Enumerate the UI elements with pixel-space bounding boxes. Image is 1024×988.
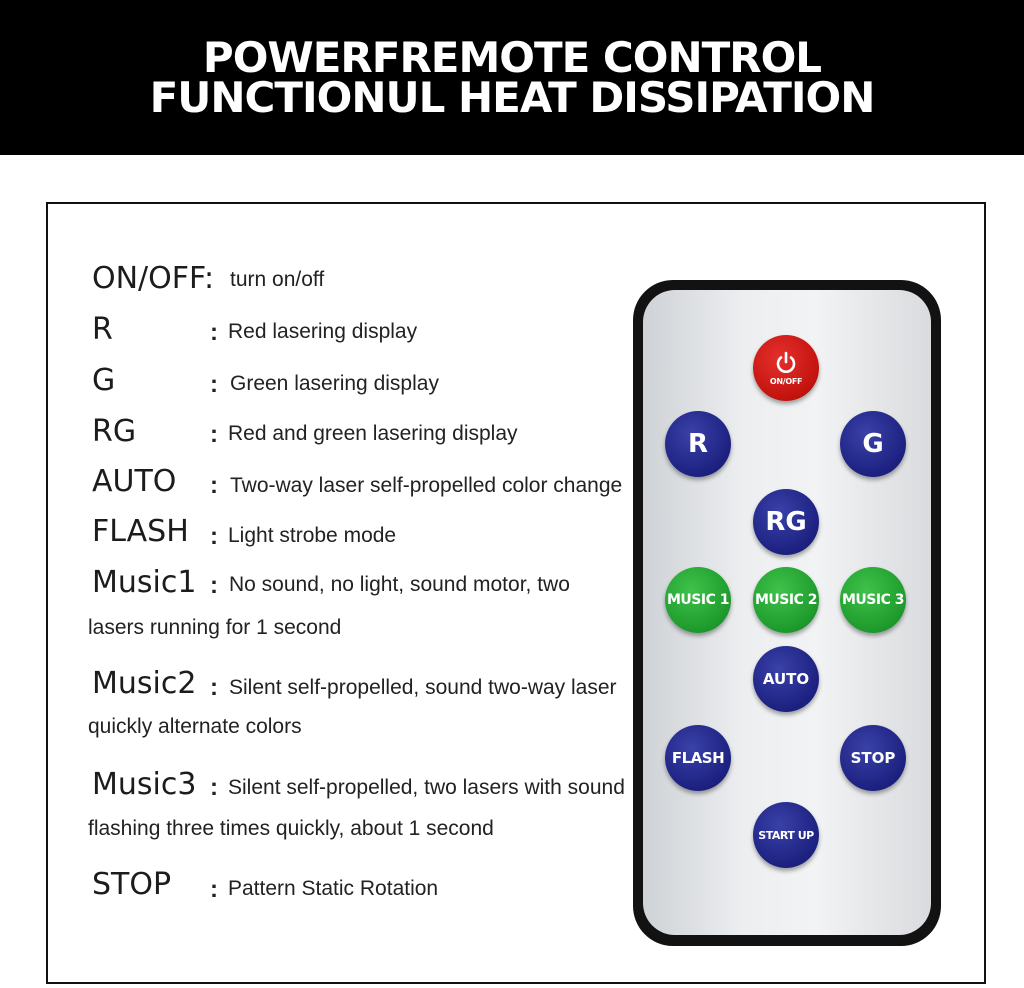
title-line-2: FUNCTIONUL HEAT DISSIPATION (149, 73, 875, 122)
function-desc-g: Green lasering display (230, 372, 439, 395)
function-key-music2: Music2 (92, 666, 197, 701)
function-desc-onoff: turn on/off (230, 268, 325, 291)
onoff-button[interactable] (753, 335, 819, 401)
function-key-rg: RG (92, 414, 137, 449)
function-desc-r: Red lasering display (228, 320, 418, 343)
music1-button[interactable]: MUSIC 1 (665, 567, 731, 633)
function-colon: : (210, 371, 218, 398)
flash-button[interactable]: FLASH (665, 725, 731, 791)
function-colon: : (210, 774, 218, 801)
function-key-stop: STOP (92, 867, 172, 902)
remote-control (633, 280, 941, 946)
auto-button[interactable]: AUTO (753, 646, 819, 712)
function-colon: : (210, 472, 218, 499)
function-desc-music2-cont: quickly alternate colors (88, 715, 302, 738)
function-key-music1: Music1 (92, 565, 197, 600)
remote-face (643, 290, 931, 935)
startup-button[interactable]: START UP (753, 802, 819, 868)
function-key-onoff: ON/OFF: (92, 261, 215, 296)
function-colon: : (210, 523, 218, 550)
function-key-auto: AUTO (92, 464, 177, 499)
music3-button[interactable]: MUSIC 3 (840, 567, 906, 633)
title-banner (0, 0, 1024, 155)
function-key-music3: Music3 (92, 767, 197, 802)
function-key-flash: FLASH (92, 514, 189, 549)
function-colon: : (210, 572, 218, 599)
function-desc-flash: Light strobe mode (228, 524, 397, 547)
function-key-g: G (92, 363, 116, 398)
function-desc-rg: Red and green lasering display (228, 422, 518, 445)
function-desc-music3-cont: flashing three times quickly, about 1 second (88, 817, 494, 840)
function-desc-auto: Two-way laser self-propelled color change (230, 474, 623, 497)
stop-button[interactable]: STOP (840, 725, 906, 791)
rg-button[interactable]: RG (753, 489, 819, 555)
power-icon (773, 350, 799, 376)
title-line-1: POWERFREMOTE CONTROL (202, 33, 822, 82)
function-key-r: R (92, 312, 113, 347)
music2-button[interactable]: MUSIC 2 (753, 567, 819, 633)
function-desc-music2: Silent self-propelled, sound two-way laser (229, 676, 617, 699)
g-button[interactable]: G (840, 411, 906, 477)
function-colon: : (210, 319, 218, 346)
function-colon: : (210, 421, 218, 448)
function-desc-music3: Silent self-propelled, two lasers with sound (228, 776, 625, 799)
onoff-button-label: ON/OFF (769, 377, 803, 386)
function-colon: : (210, 674, 218, 701)
r-button[interactable]: R (665, 411, 731, 477)
function-desc-music1: No sound, no light, sound motor, two (229, 573, 570, 596)
function-desc-music1-cont: lasers running for 1 second (88, 616, 342, 639)
function-colon: : (210, 876, 218, 903)
function-desc-stop: Pattern Static Rotation (228, 877, 439, 900)
